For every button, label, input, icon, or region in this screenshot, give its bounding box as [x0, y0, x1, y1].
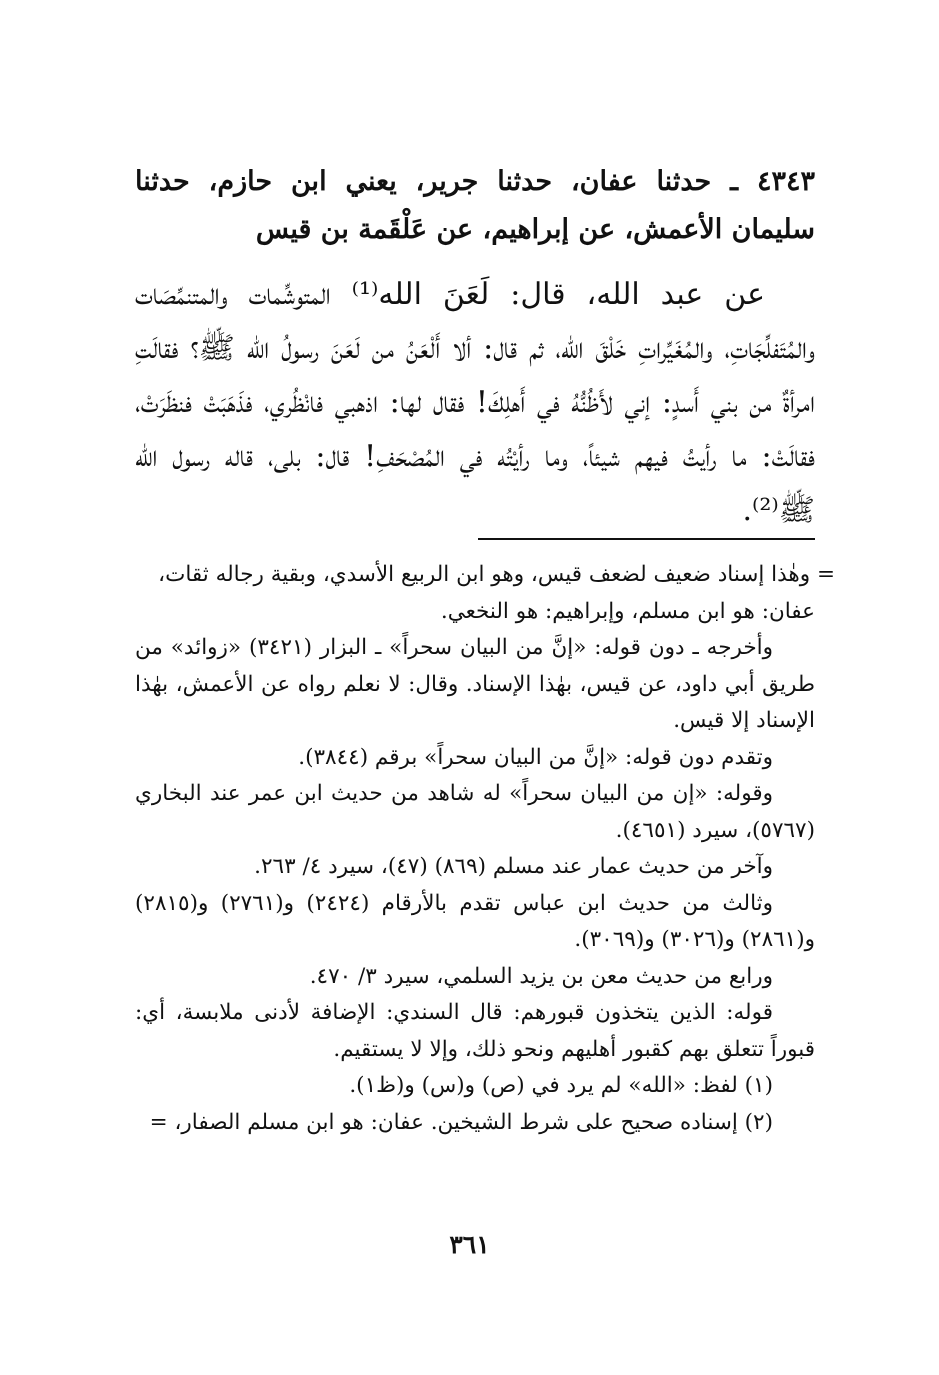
footnote-line: وتقدم دون قوله: «إنَّ من البيان سحراً» برقم (٣٨٤٤). [298, 744, 773, 770]
footnote-line: وآخر من حديث عمار عند مسلم (٨٦٩) (٤٧)، سيرد ٤/ ٢٦٣. [254, 854, 773, 879]
footnote-line: قوله: الذين يتخذون قبورهم: قال السندي: الإضافة لأدنى ملابسة، أي: قبوراً تتعلق بهم كقبور أهليهم ونحو ذلك، وإلا لا يستقيم. [135, 1000, 815, 1062]
footnotes [135, 557, 835, 1141]
footnote-line: ورابع من حديث معن بن يزيد السلمي، سيرد ٣/ ٤٧٠. [309, 963, 773, 989]
footnote-line: وثالث من حديث ابن عباس تقدم بالأرقام (٢٤٢٤) و(٢٧٦١) و(٢٨١٥) و(٢٨٦١) و(٣٠٢٦) و(٣٠٦٩). [135, 890, 815, 952]
hadith-matn [135, 268, 815, 538]
hadith-matn-text: عن عبد الله، قال: لَعَنَ الله⁽¹⁾ المتوشِّمات والمتنمِّصَات والمُتَفلِّجَاتِ، والمُغَيِّراتِ خَلْقَ الله، ثم قال: ألا أَلْعَنُ من لَعَنَ رسولُ الله ﷺ؟ فقالَتِ امرأةٌ من بني أَسدٍ: إني لأَظُنُّهُ في أَهلِكَ! فقال لها: اذهبي فانْظُري، فذَهَبَتْ فنظَرَتْ، فقالَتْ: ما رأيتُ فيهم شيئاً، وما رأيْتُه في المُصْحَفِ! قال: بلى، قاله رسول الله ﷺ⁽²⁾. [135, 277, 815, 528]
hadith-isnad: ٤٣٤٣ ـ حدثنا عفان، حدثنا جرير، يعني ابن حازم، حدثنا سليمان الأعمش، عن إبراهيم، عن عَلْقَمة بن قيس [135, 166, 815, 245]
page-number: ٣٦١ [449, 1230, 490, 1259]
footnote-1: (١) لفظ: «الله» لم يرد في (ص) و(س) و(ظ١). [349, 1073, 773, 1098]
footnote-continuation-line: = وهٰذا إسناد ضعيف لضعف قيس، وهو ابن الربيع الأسدي، وبقية رجاله ثقات، [158, 562, 835, 587]
footnote-separator [478, 538, 815, 540]
footnote-line: عفان: هو ابن مسلم، وإبراهيم: هو النخعي. [440, 598, 815, 624]
footnote-line: وأخرجه ـ دون قوله: «إنَّ من البيان سحراً» ـ البزار (٣٤٢١) «زوائد» من طريق أبي داود، عن قيس، بهٰذا الإسناد. وقال: لا نعلم رواه عن الأعمش، بهٰذا الإسناد إلا قيس. [135, 635, 815, 733]
footnote-line: وقوله: «إن من البيان سحراً» له شاهد من حديث ابن عمر عند البخاري (٥٧٦٧)، سيرد (٤٦٥١). [135, 781, 815, 843]
footnote-2: (٢) إسناده صحيح على شرط الشيخين. عفان: هو ابن مسلم الصفار، = [149, 1109, 773, 1135]
